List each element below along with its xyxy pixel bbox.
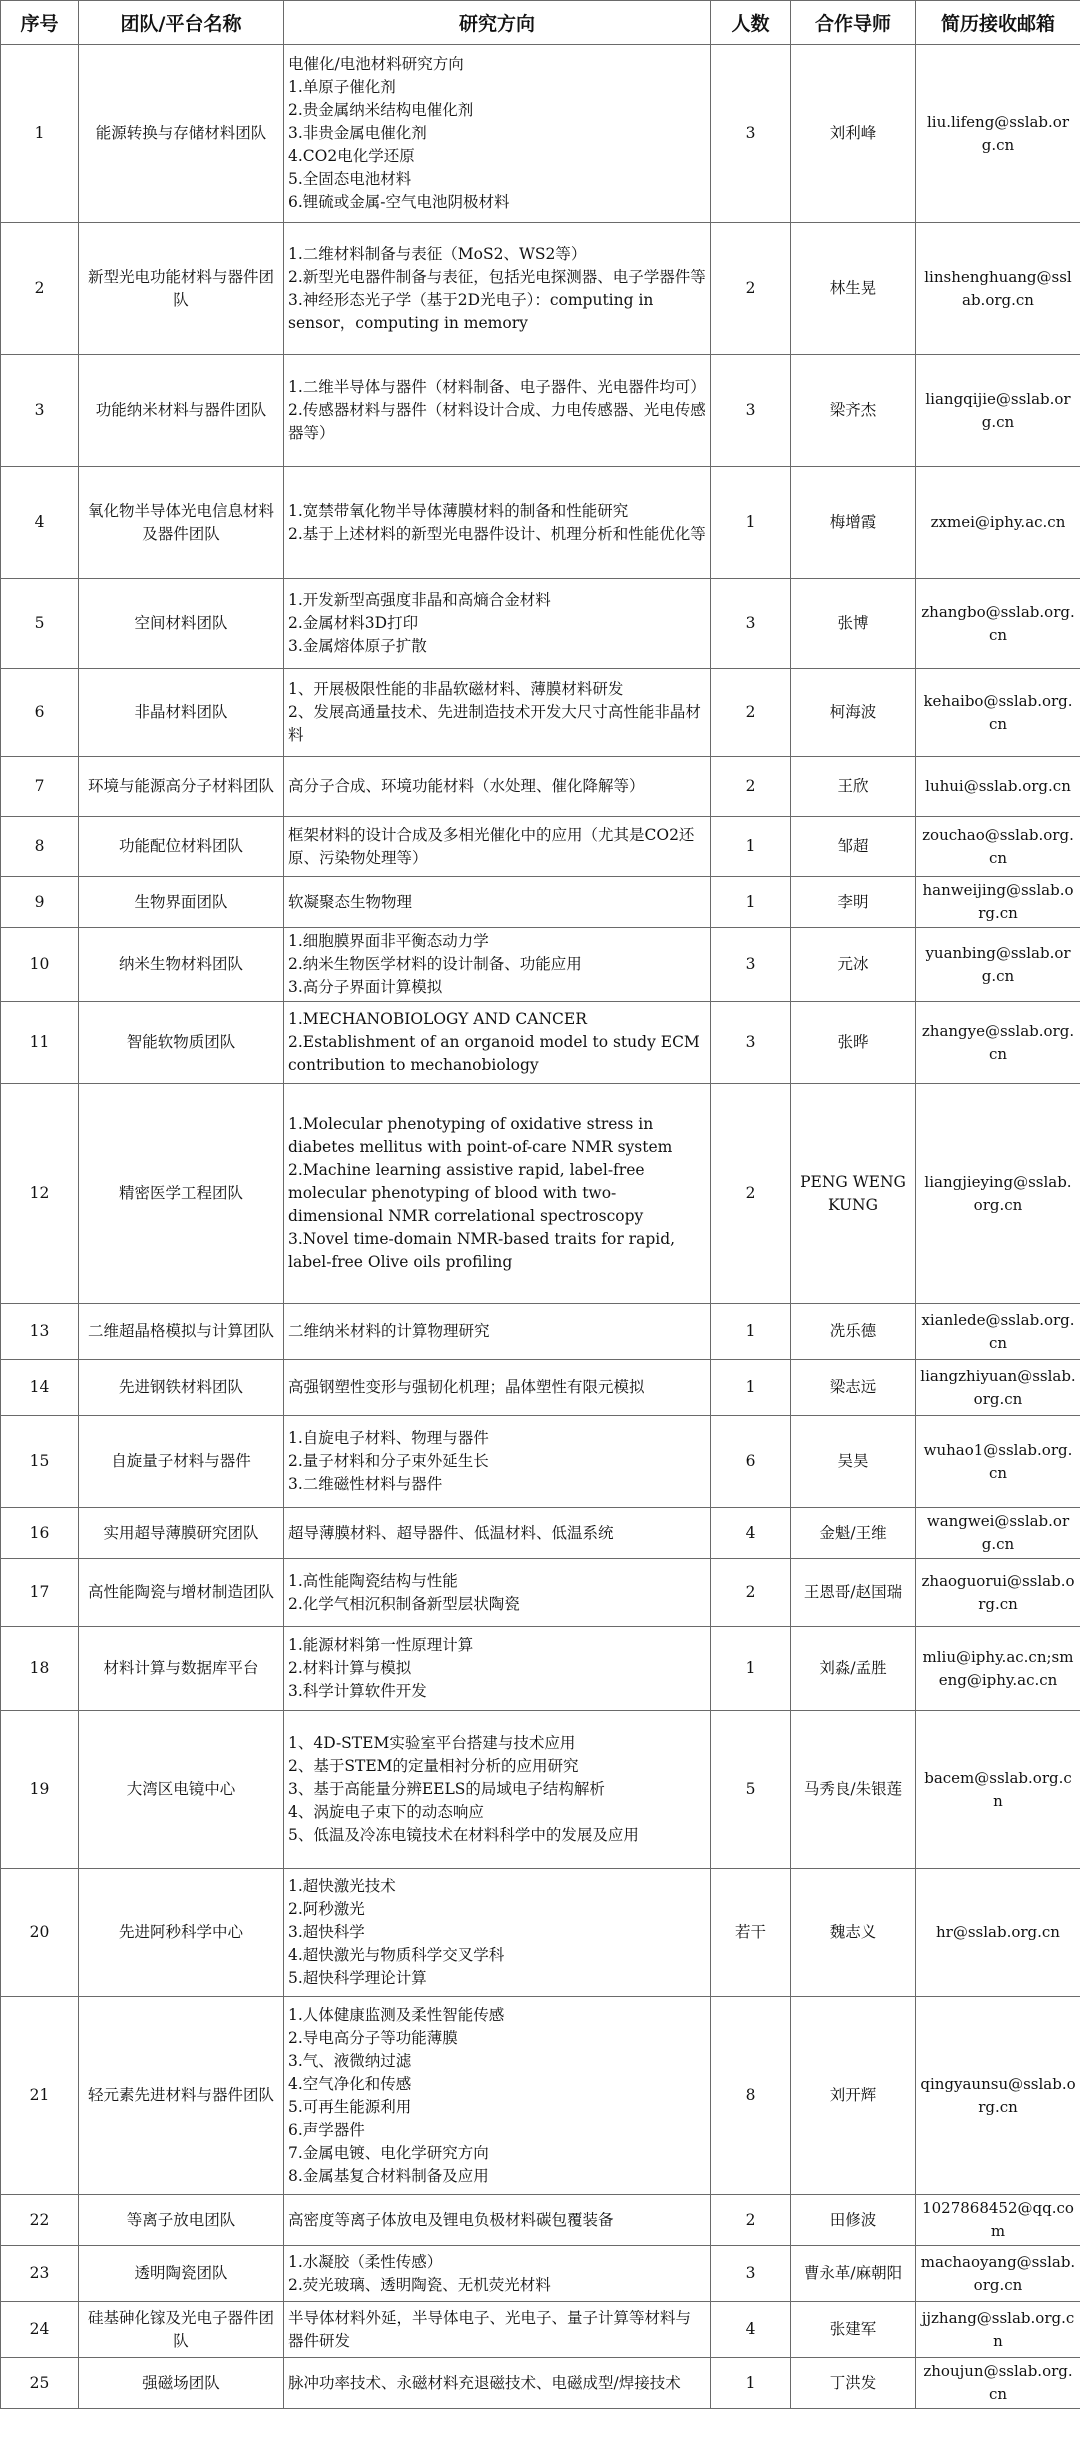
direction-line: 1.能源材料第一性原理计算 <box>288 1636 474 1654</box>
row-number: 11 <box>1 1002 79 1084</box>
direction-line: 3.Novel time-domain NMR-based traits for rapid, label-free Olive oils profiling <box>288 1230 676 1271</box>
headcount: 1 <box>711 2358 791 2409</box>
direction-line: 2.金属材料3D打印 <box>288 614 419 632</box>
research-direction <box>284 579 711 669</box>
research-direction <box>284 223 711 355</box>
table-row <box>1 2358 1080 2409</box>
table-row <box>1 1711 1080 1869</box>
tutor-name: 王恩哥/赵国瑞 <box>791 1559 916 1627</box>
email-address[interactable]: xianlede@sslab.org.cn <box>916 1304 1080 1360</box>
email-address[interactable]: zhoujun@sslab.org.cn <box>916 2358 1080 2409</box>
headcount: 3 <box>711 355 791 467</box>
research-direction <box>284 1360 711 1416</box>
headcount: 8 <box>711 1997 791 2195</box>
team-name: 强磁场团队 <box>79 2358 284 2409</box>
direction-line: 3.非贵金属电催化剂 <box>288 124 427 142</box>
direction-line: 4.空气净化和传感 <box>288 2074 412 2093</box>
headcount: 3 <box>711 45 791 223</box>
email-address[interactable]: liangzhiyuan@sslab.org.cn <box>916 1360 1080 1416</box>
direction-line: 4.CO2电化学还原 <box>288 147 415 165</box>
table-row <box>1 579 1080 669</box>
direction-line: 1.自旋电子材料、物理与器件 <box>288 1429 489 1447</box>
team-name: 功能配位材料团队 <box>79 817 284 877</box>
direction-line: 2.化学气相沉积制备新型层状陶瓷 <box>288 1594 520 1613</box>
direction-line: 1、开展极限性能的非晶软磁材料、薄膜材料研发 <box>288 680 624 698</box>
team-name: 自旋量子材料与器件 <box>79 1416 284 1508</box>
research-direction <box>284 2358 711 2409</box>
direction-line: 1.人体健康监测及柔性智能传感 <box>288 2005 505 2024</box>
tutor-name: 马秀良/朱银莲 <box>791 1711 916 1869</box>
direction-line: 软凝聚态生物物理 <box>288 892 413 911</box>
email-address[interactable]: hr@sslab.org.cn <box>916 1869 1080 1997</box>
tutor-name: 柯海波 <box>791 669 916 757</box>
direction-line: 3.金属熔体原子扩散 <box>288 637 427 655</box>
table-row <box>1 2246 1080 2302</box>
tutor-name: 梁志远 <box>791 1360 916 1416</box>
research-direction <box>284 669 711 757</box>
research-direction <box>284 2302 711 2358</box>
direction-line: 4、涡旋电子束下的动态响应 <box>288 1803 484 1821</box>
email-address[interactable]: zouchao@sslab.org.cn <box>916 817 1080 877</box>
tutor-name: 王欣 <box>791 757 916 817</box>
direction-line: 3、基于高能量分辨EELS的局域电子结构解析 <box>288 1780 605 1798</box>
table-row <box>1 2195 1080 2246</box>
table-row <box>1 669 1080 757</box>
team-name: 轻元素先进材料与器件团队 <box>79 1997 284 2195</box>
row-number: 3 <box>1 355 79 467</box>
tutor-name: 金魁/王维 <box>791 1508 916 1559</box>
row-number: 21 <box>1 1997 79 2195</box>
direction-line: 3.超快科学 <box>288 1923 365 1941</box>
row-number: 13 <box>1 1304 79 1360</box>
direction-line: 2.量子材料和分子束外延生长 <box>288 1452 489 1470</box>
tutor-name: 刘开辉 <box>791 1997 916 2195</box>
team-name: 环境与能源高分子材料团队 <box>79 757 284 817</box>
research-direction <box>284 1559 711 1627</box>
row-number: 1 <box>1 45 79 223</box>
direction-line: 2.Establishment of an organoid model to study ECM contribution to mechanobiology <box>288 1033 700 1074</box>
direction-line: 1.开发新型高强度非晶和高熵合金材料 <box>288 591 551 609</box>
header-direction: 研究方向 <box>284 1 711 45</box>
direction-line: 1、4D-STEM实验室平台搭建与技术应用 <box>288 1734 576 1752</box>
headcount: 1 <box>711 817 791 877</box>
research-direction <box>284 1002 711 1084</box>
tutor-name: 魏志义 <box>791 1869 916 1997</box>
research-direction <box>284 757 711 817</box>
email-address[interactable]: jjzhang@sslab.org.cn <box>916 2302 1080 2358</box>
headcount: 2 <box>711 2195 791 2246</box>
direction-line: 1.二维半导体与器件（材料制备、电子器件、光电器件均可） <box>288 378 706 396</box>
headcount: 2 <box>711 669 791 757</box>
email-address[interactable]: zhangbo@sslab.org.cn <box>916 579 1080 669</box>
team-name: 先进阿秒科学中心 <box>79 1869 284 1997</box>
table-row <box>1 355 1080 467</box>
headcount: 1 <box>711 1304 791 1360</box>
tutor-name: 丁洪发 <box>791 2358 916 2409</box>
direction-line: 4.超快激光与物质科学交叉学科 <box>288 1946 505 1964</box>
row-number: 22 <box>1 2195 79 2246</box>
tutor-name: 张建军 <box>791 2302 916 2358</box>
email-address[interactable]: mliu@iphy.ac.cn;smeng@iphy.ac.cn <box>916 1627 1080 1711</box>
email-address[interactable]: liu.lifeng@sslab.org.cn <box>916 45 1080 223</box>
table-row <box>1 1869 1080 1997</box>
row-number: 7 <box>1 757 79 817</box>
team-name: 等离子放电团队 <box>79 2195 284 2246</box>
email-address[interactable]: qingyaunsu@sslab.org.cn <box>916 1997 1080 2195</box>
email-address[interactable]: zxmei@iphy.ac.cn <box>916 467 1080 579</box>
research-direction <box>284 877 711 928</box>
direction-line: 2、基于STEM的定量相衬分析的应用研究 <box>288 1757 579 1775</box>
team-name: 智能软物质团队 <box>79 1002 284 1084</box>
tutor-name: 张晔 <box>791 1002 916 1084</box>
headcount: 1 <box>711 1360 791 1416</box>
research-direction <box>284 1869 711 1997</box>
team-name: 透明陶瓷团队 <box>79 2246 284 2302</box>
direction-line: 7.金属电镀、电化学研究方向 <box>288 2143 489 2162</box>
table-row <box>1 1360 1080 1416</box>
research-direction <box>284 1627 711 1711</box>
table-row <box>1 467 1080 579</box>
table-row <box>1 817 1080 877</box>
direction-line: 高密度等离子体放电及锂电负极材料碳包覆装备 <box>288 2210 614 2229</box>
team-name: 功能纳米材料与器件团队 <box>79 355 284 467</box>
tutor-name: 元冰 <box>791 928 916 1002</box>
team-name: 实用超导薄膜研究团队 <box>79 1508 284 1559</box>
team-name: 先进钢铁材料团队 <box>79 1360 284 1416</box>
direction-line: 3.二维磁性材料与器件 <box>288 1475 443 1493</box>
row-number: 12 <box>1 1084 79 1304</box>
direction-line: 高分子合成、环境功能材料（水处理、催化降解等） <box>288 777 645 795</box>
row-number: 5 <box>1 579 79 669</box>
direction-line: 1.水凝胶（柔性传感） <box>288 2252 443 2271</box>
direction-line: 2.荧光玻璃、透明陶瓷、无机荧光材料 <box>288 2275 551 2294</box>
header-team: 团队/平台名称 <box>79 1 284 45</box>
email-address[interactable]: machaoyang@sslab.org.cn <box>916 2246 1080 2302</box>
table-row <box>1 45 1080 223</box>
direction-line: 2.传感器材料与器件（材料设计合成、力电传感器、光电传感器等） <box>288 401 706 442</box>
team-name: 新型光电功能材料与器件团队 <box>79 223 284 355</box>
direction-line: 3.科学计算软件开发 <box>288 1682 427 1700</box>
team-name: 二维超晶格模拟与计算团队 <box>79 1304 284 1360</box>
direction-line: 二维纳米材料的计算物理研究 <box>288 1322 490 1340</box>
tutor-name: 田修波 <box>791 2195 916 2246</box>
table-row <box>1 928 1080 1002</box>
table-row <box>1 1508 1080 1559</box>
tutor-name: 张博 <box>791 579 916 669</box>
direction-line: 框架材料的设计合成及多相光催化中的应用（尤其是CO2还原、污染物处理等） <box>288 825 695 867</box>
table-row <box>1 2302 1080 2358</box>
headcount: 1 <box>711 467 791 579</box>
email-address[interactable]: 1027868452@qq.com <box>916 2195 1080 2246</box>
direction-line: 1.MECHANOBIOLOGY AND CANCER <box>288 1010 587 1028</box>
headcount: 4 <box>711 2302 791 2358</box>
direction-line: 8.金属基复合材料制备及应用 <box>288 2166 489 2185</box>
row-number: 2 <box>1 223 79 355</box>
table-row <box>1 1084 1080 1304</box>
row-number: 19 <box>1 1711 79 1869</box>
table-body <box>1 45 1080 2409</box>
direction-line: 2.导电高分子等功能薄膜 <box>288 2028 458 2047</box>
research-direction <box>284 1084 711 1304</box>
email-address[interactable]: luhui@sslab.org.cn <box>916 757 1080 817</box>
direction-line: 5、低温及冷冻电镜技术在材料科学中的发展及应用 <box>288 1826 639 1844</box>
team-name: 纳米生物材料团队 <box>79 928 284 1002</box>
headcount: 5 <box>711 1711 791 1869</box>
row-number: 17 <box>1 1559 79 1627</box>
direction-line: 3.神经形态光子学（基于2D光电子）：computing in sensor，computing in memory <box>288 290 654 332</box>
direction-line: 6.锂硫或金属-空气电池阴极材料 <box>288 193 510 211</box>
team-name: 生物界面团队 <box>79 877 284 928</box>
header-row <box>1 1 1080 45</box>
headcount: 3 <box>711 928 791 1002</box>
research-direction <box>284 355 711 467</box>
direction-line: 1.Molecular phenotyping of oxidative stress in diabetes mellitus with point-of-care NMR system <box>288 1115 673 1156</box>
headcount: 1 <box>711 877 791 928</box>
tutor-name: 曹永革/麻朝阳 <box>791 2246 916 2302</box>
headcount: 1 <box>711 1627 791 1711</box>
research-direction <box>284 1508 711 1559</box>
direction-line: 1.单原子催化剂 <box>288 78 396 96</box>
headcount: 4 <box>711 1508 791 1559</box>
direction-line: 2.材料计算与模拟 <box>288 1659 412 1677</box>
direction-line: 超导薄膜材料、超导器件、低温材料、低温系统 <box>288 1523 614 1542</box>
tutor-name: 刘淼/孟胜 <box>791 1627 916 1711</box>
team-name: 大湾区电镜中心 <box>79 1711 284 1869</box>
direction-line: 1.超快激光技术 <box>288 1877 396 1895</box>
direction-line: 脉冲功率技术、永磁材料充退磁技术、电磁成型/焊接技术 <box>288 2373 681 2392</box>
tutor-name: 冼乐德 <box>791 1304 916 1360</box>
email-address[interactable]: wuhao1@sslab.org.cn <box>916 1416 1080 1508</box>
table-row <box>1 877 1080 928</box>
team-name: 材料计算与数据库平台 <box>79 1627 284 1711</box>
row-number: 9 <box>1 877 79 928</box>
table-row <box>1 1997 1080 2195</box>
tutor-name: PENG WENG KUNG <box>791 1084 916 1304</box>
table-row <box>1 223 1080 355</box>
direction-line: 电催化/电池材料研究方向 <box>288 55 464 73</box>
tutor-name: 梅增霞 <box>791 467 916 579</box>
research-direction <box>284 817 711 877</box>
email-address[interactable]: yuanbing@sslab.org.cn <box>916 928 1080 1002</box>
email-address[interactable]: linshenghuang@sslab.org.cn <box>916 223 1080 355</box>
direction-line: 2.阿秒激光 <box>288 1900 365 1918</box>
headcount: 3 <box>711 1002 791 1084</box>
direction-line: 高强钢塑性变形与强韧化机理；晶体塑性有限元模拟 <box>288 1378 645 1396</box>
research-direction <box>284 2246 711 2302</box>
direction-line: 2.Machine learning assistive rapid, label-free molecular phenotyping of blood with two-dimensional NMR correlational spectroscopy <box>288 1161 645 1225</box>
tutor-name: 吴昊 <box>791 1416 916 1508</box>
headcount: 2 <box>711 757 791 817</box>
team-name: 硅基砷化镓及光电子器件团队 <box>79 2302 284 2358</box>
direction-line: 1.高性能陶瓷结构与性能 <box>288 1571 458 1590</box>
direction-line: 3.气、液微纳过滤 <box>288 2051 412 2070</box>
team-name: 能源转换与存储材料团队 <box>79 45 284 223</box>
table-row <box>1 1416 1080 1508</box>
table-row <box>1 1304 1080 1360</box>
direction-line: 5.全固态电池材料 <box>288 170 412 188</box>
research-direction <box>284 2195 711 2246</box>
research-direction <box>284 1416 711 1508</box>
email-address[interactable]: zhangye@sslab.org.cn <box>916 1002 1080 1084</box>
headcount: 2 <box>711 223 791 355</box>
direction-line: 2.纳米生物医学材料的设计制备、功能应用 <box>288 955 582 973</box>
direction-line: 6.声学器件 <box>288 2120 365 2139</box>
headcount: 2 <box>711 1559 791 1627</box>
email-address[interactable]: wangwei@sslab.org.cn <box>916 1508 1080 1559</box>
direction-line: 2.贵金属纳米结构电催化剂 <box>288 101 474 119</box>
team-name: 非晶材料团队 <box>79 669 284 757</box>
tutor-name: 梁齐杰 <box>791 355 916 467</box>
research-direction <box>284 45 711 223</box>
direction-line: 2.新型光电器件制备与表征，包括光电探测器、电子学器件等 <box>288 267 706 286</box>
research-direction <box>284 1997 711 2195</box>
header-tutor: 合作导师 <box>791 1 916 45</box>
research-direction <box>284 1711 711 1869</box>
row-number: 14 <box>1 1360 79 1416</box>
team-name: 空间材料团队 <box>79 579 284 669</box>
research-direction <box>284 928 711 1002</box>
direction-line: 5.超快科学理论计算 <box>288 1969 427 1987</box>
email-address[interactable]: liangqijie@sslab.org.cn <box>916 355 1080 467</box>
tutor-name: 李明 <box>791 877 916 928</box>
team-name: 高性能陶瓷与增材制造团队 <box>79 1559 284 1627</box>
direction-line: 1.宽禁带氧化物半导体薄膜材料的制备和性能研究 <box>288 501 629 520</box>
direction-line: 2.基于上述材料的新型光电器件设计、机理分析和性能优化等 <box>288 524 706 543</box>
direction-line: 5.可再生能源利用 <box>288 2097 412 2116</box>
direction-line: 半导体材料外延，半导体电子、光电子、量子计算等材料与器件研发 <box>288 2308 692 2350</box>
direction-line: 1.二维材料制备与表征（MoS2、WS2等） <box>288 244 587 263</box>
email-address[interactable]: hanweijing@sslab.org.cn <box>916 877 1080 928</box>
tutor-name: 刘利峰 <box>791 45 916 223</box>
team-name: 精密医学工程团队 <box>79 1084 284 1304</box>
direction-line: 1.细胞膜界面非平衡态动力学 <box>288 932 489 950</box>
table-row <box>1 1559 1080 1627</box>
row-number: 23 <box>1 2246 79 2302</box>
row-number: 24 <box>1 2302 79 2358</box>
direction-line: 3.高分子界面计算模拟 <box>288 978 443 996</box>
table-row <box>1 1002 1080 1084</box>
row-number: 16 <box>1 1508 79 1559</box>
headcount: 3 <box>711 579 791 669</box>
row-number: 6 <box>1 669 79 757</box>
row-number: 8 <box>1 817 79 877</box>
email-address[interactable]: bacem@sslab.org.cn <box>916 1711 1080 1869</box>
direction-line: 2、发展高通量技术、先进制造技术开发大尺寸高性能非晶材料 <box>288 703 701 744</box>
team-name: 氧化物半导体光电信息材料及器件团队 <box>79 467 284 579</box>
headcount: 2 <box>711 1084 791 1304</box>
header-count: 人数 <box>711 1 791 45</box>
research-direction <box>284 1304 711 1360</box>
row-number: 4 <box>1 467 79 579</box>
row-number: 20 <box>1 1869 79 1997</box>
table-row <box>1 1627 1080 1711</box>
header-email: 简历接收邮箱 <box>916 1 1080 45</box>
header-no: 序号 <box>1 1 79 45</box>
headcount: 3 <box>711 2246 791 2302</box>
email-address[interactable]: liangjieying@sslab.org.cn <box>916 1084 1080 1304</box>
email-address[interactable]: kehaibo@sslab.org.cn <box>916 669 1080 757</box>
headcount: 6 <box>711 1416 791 1508</box>
row-number: 15 <box>1 1416 79 1508</box>
row-number: 25 <box>1 2358 79 2409</box>
research-direction <box>284 467 711 579</box>
table-row <box>1 757 1080 817</box>
headcount: 若干 <box>711 1869 791 1997</box>
row-number: 10 <box>1 928 79 1002</box>
row-number: 18 <box>1 1627 79 1711</box>
tutor-name: 邹超 <box>791 817 916 877</box>
email-address[interactable]: zhaoguorui@sslab.org.cn <box>916 1559 1080 1627</box>
tutor-name: 林生晃 <box>791 223 916 355</box>
